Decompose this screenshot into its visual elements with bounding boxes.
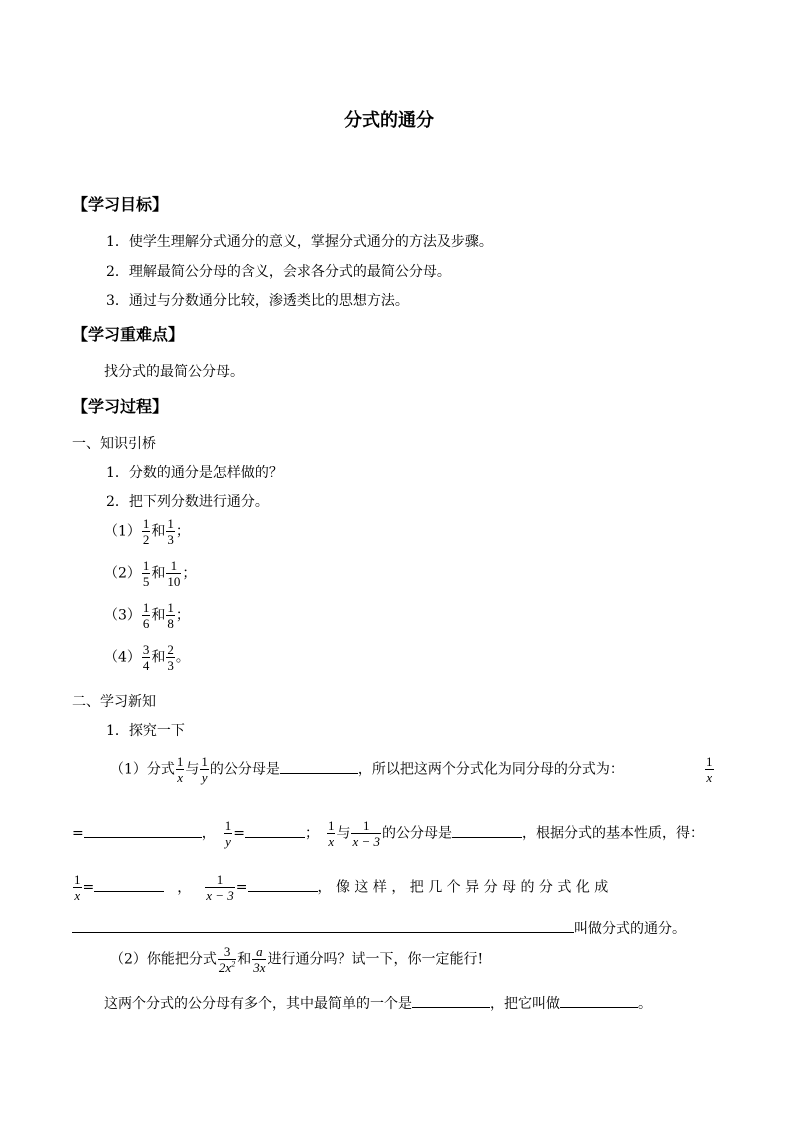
part1-question-1: 1．分数的通分是怎样做的？	[106, 465, 283, 481]
goal-item-2: 2．理解最简公分母的含义，会求各分式的最简公分母。	[106, 264, 451, 280]
fraction: $\frac{3}{4}$	[142, 642, 150, 673]
exercise-label: （4）	[104, 649, 141, 666]
keypoint-text: 找分式的最简公分母。	[104, 364, 244, 380]
explore-line-5: （2）你能把分式 $\frac{3}{2x^2}$ 和 $\frac{a}{3x}$ 进行通分吗？试一下，你一定能行!	[110, 944, 484, 975]
part1-question-2: 2．把下列分数进行通分。	[106, 494, 269, 510]
explore-line-1: （1）分式 $\frac{1}{x}$ 与 $\frac{1}{y}$ 的公分母是 ，所以把这两个分式化为同分母的分式为：	[110, 754, 624, 785]
answer-blank[interactable]	[560, 993, 638, 1008]
fraction: $\frac{1}{6}$	[142, 600, 150, 631]
answer-blank[interactable]	[72, 918, 574, 933]
fraction: $\frac{a}{3x}$	[253, 944, 266, 975]
answer-blank[interactable]	[412, 993, 490, 1008]
explore-line-3: $\frac{1}{x}$ = ， $\frac{1}{x - 3}$ = ， 像 这 样 ， 把 几 个 异 分 母 的 分 式 化 成	[74, 872, 609, 903]
fraction: $\frac{1}{x - 3}$	[352, 818, 381, 849]
page-title: 分式的通分	[344, 110, 434, 131]
section-heading-process: 【学习过程】	[72, 397, 169, 416]
exercise-row: （4） $\frac{3}{4}$ 和 $\frac{2}{3}$ 。	[104, 642, 190, 673]
fraction: $\frac{1}{x}$	[706, 754, 713, 785]
goal-item-3: 3．通过与分数通分比较，渗透类比的思想方法。	[106, 293, 409, 309]
fraction: $\frac{1}{x}$	[74, 872, 81, 903]
answer-blank[interactable]	[248, 877, 318, 892]
exercise-label: （2）	[104, 565, 141, 582]
section-heading-keypoints: 【学习重难点】	[72, 325, 185, 344]
fraction: $\frac{1}{y}$	[224, 818, 232, 849]
fraction: $\frac{3}{2x^2}$	[218, 944, 236, 975]
exercise-label: （3）	[104, 607, 141, 624]
fraction: $\frac{2}{3}$	[167, 642, 174, 673]
explore-line-6: 这两个分式的公分母有多个，其中最简单的一个是 ，把它叫做 。	[104, 993, 652, 1014]
exercise-row: （1） $\frac{1}{2}$ 和 $\frac{1}{3}$ ；	[104, 516, 190, 547]
fraction: $\frac{1}{x}$	[176, 754, 184, 785]
explore-line-2: = ， $\frac{1}{y}$ = ； $\frac{1}{x}$ 与 $\frac{1}{x - 3}$ 的公分母是 ，根据分式的基本性质，得：	[72, 818, 705, 849]
answer-blank[interactable]	[280, 759, 358, 774]
answer-blank[interactable]	[452, 823, 522, 838]
part2-title: 二、学习新知	[72, 694, 156, 710]
part2-sub-1: 1．探究一下	[106, 723, 185, 739]
part1-title: 一、知识引桥	[72, 436, 156, 452]
answer-blank[interactable]	[245, 823, 305, 838]
exercise-row: （2） $\frac{1}{5}$ 和 $\frac{1}{10}$ ；	[104, 558, 197, 589]
fraction: $\frac{1}{2}$	[142, 516, 150, 547]
fraction: $\frac{1}{5}$	[142, 558, 150, 589]
fraction: $\frac{1}{10}$	[167, 558, 181, 589]
fraction: $\frac{1}{3}$	[167, 516, 174, 547]
exercise-row: （3） $\frac{1}{6}$ 和 $\frac{1}{8}$ ；	[104, 600, 190, 631]
fraction: $\frac{1}{x - 3}$	[206, 872, 234, 903]
answer-blank[interactable]	[84, 823, 202, 838]
goal-item-1: 1．使学生理解分式通分的意义，掌握分式通分的方法及步骤。	[106, 234, 493, 250]
answer-blank[interactable]	[94, 877, 164, 892]
fraction: $\frac{1}{x}$	[327, 818, 335, 849]
fraction: $\frac{1}{y}$	[201, 754, 208, 785]
exercise-label: （1）	[104, 523, 141, 540]
explore-line-4: 叫做分式的通分。	[72, 918, 686, 939]
fraction: $\frac{1}{8}$	[167, 600, 174, 631]
section-heading-goals: 【学习目标】	[72, 195, 169, 214]
